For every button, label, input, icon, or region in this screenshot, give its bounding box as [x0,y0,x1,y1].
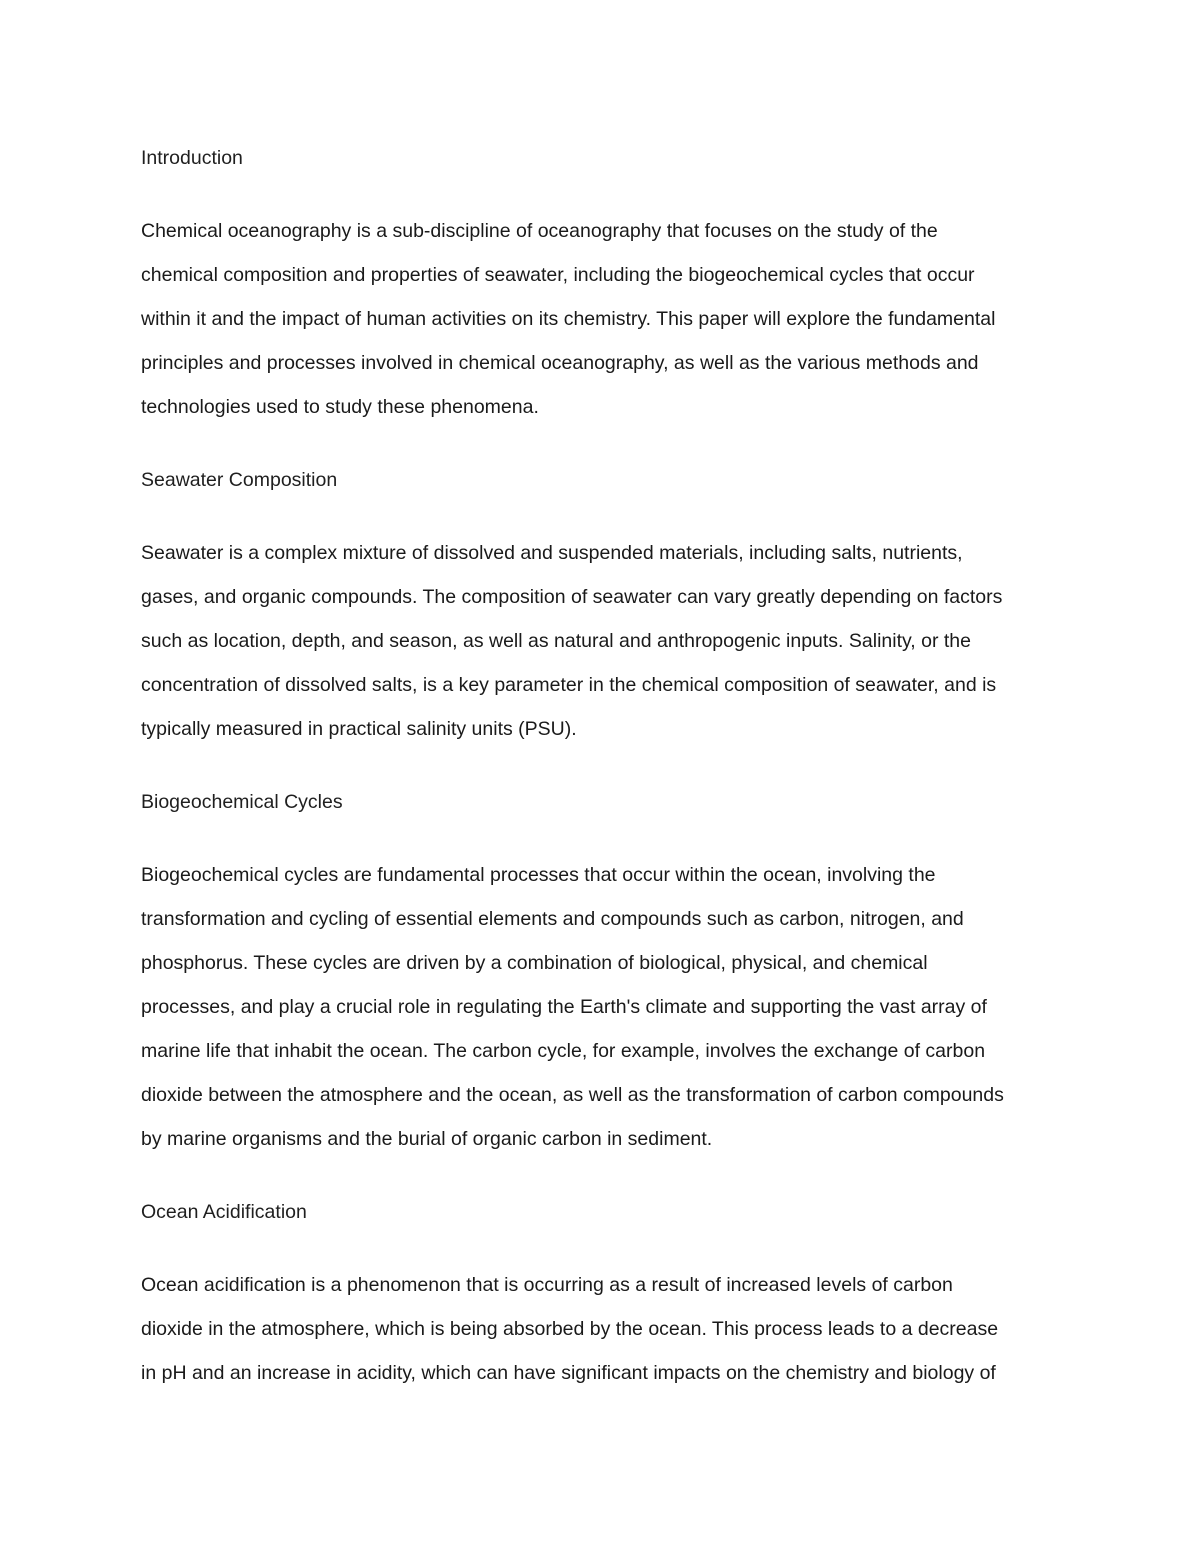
text-line: typically measured in practical salinity units (PSU). [141,718,577,740]
spacer [141,502,1071,531]
document-page [141,136,1071,1395]
text-line: such as location, depth, and season, as well as natural and anthropogenic inputs. Salinity, or the [141,630,971,652]
paragraph-introduction [141,209,1071,429]
text-line: phosphorus. These cycles are driven by a combination of biological, physical, and chemical [141,952,928,974]
section-heading-biogeochemical-cycles: Biogeochemical Cycles [141,791,343,813]
text-line: by marine organisms and the burial of organic carbon in sediment. [141,1128,713,1150]
spacer [141,824,1071,853]
section-heading-introduction: Introduction [141,147,243,169]
text-line: marine life that inhabit the ocean. The carbon cycle, for example, involves the exchange of carbon [141,1040,986,1062]
text-line: principles and processes involved in chemical oceanography, as well as the various methods and [141,352,979,374]
text-line: dioxide in the atmosphere, which is being absorbed by the ocean. This process leads to a decrease [141,1318,999,1340]
text-line: Biogeochemical cycles are fundamental processes that occur within the ocean, involving the [141,864,936,886]
section-heading-seawater-composition: Seawater Composition [141,469,338,491]
text-line: chemical composition and properties of seawater, including the biogeochemical cycles that occur [141,264,975,286]
spacer [141,180,1071,209]
text-line: Chemical oceanography is a sub-discipline of oceanography that focuses on the study of the [141,220,938,242]
text-line: within it and the impact of human activities on its chemistry. This paper will explore the fundamental [141,308,996,330]
text-line: concentration of dissolved salts, is a key parameter in the chemical composition of seawater, and is [141,674,997,696]
section-heading-ocean-acidification: Ocean Acidification [141,1201,307,1223]
paragraph-ocean-acidification [141,1263,1071,1395]
text-line: processes, and play a crucial role in regulating the Earth's climate and supporting the vast array of [141,996,987,1018]
text-line: Seawater is a complex mixture of dissolved and suspended materials, including salts, nutrients, [141,542,963,564]
paragraph-seawater-composition [141,531,1071,751]
spacer [141,1234,1071,1263]
text-line: Ocean acidification is a phenomenon that is occurring as a result of increased levels of carbon [141,1274,953,1296]
paragraph-biogeochemical-cycles [141,853,1071,1161]
text-line: in pH and an increase in acidity, which can have significant impacts on the chemistry and biology of [141,1362,996,1384]
spacer [141,1161,1071,1190]
spacer [141,429,1071,458]
text-line: technologies used to study these phenomena. [141,396,539,418]
text-line: gases, and organic compounds. The composition of seawater can vary greatly depending on factors [141,586,1003,608]
spacer [141,751,1071,780]
text-line: transformation and cycling of essential elements and compounds such as carbon, nitrogen, and [141,908,964,930]
text-line: dioxide between the atmosphere and the ocean, as well as the transformation of carbon compounds [141,1084,1004,1106]
